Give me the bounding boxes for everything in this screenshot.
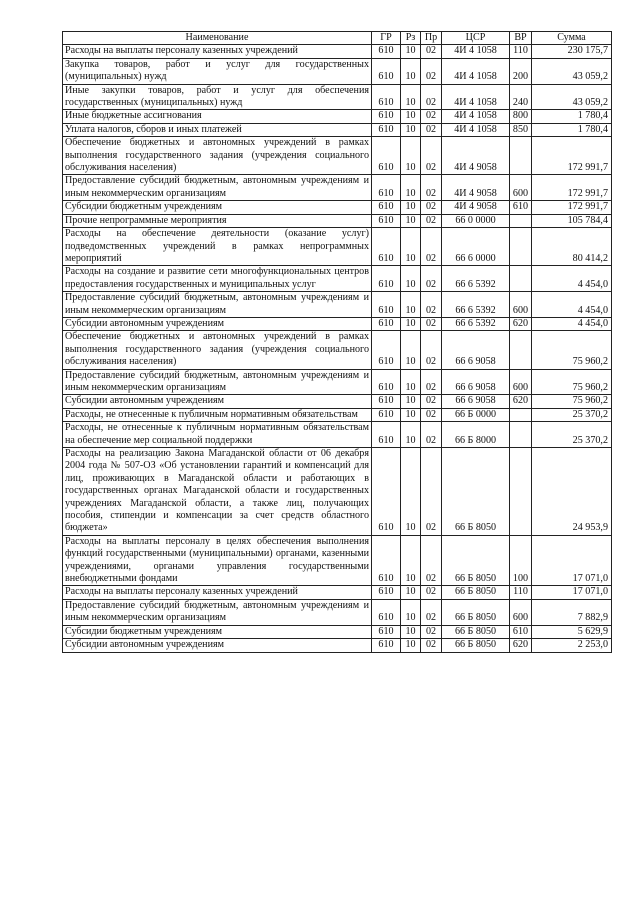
row-sum: 17 071,0 bbox=[532, 535, 612, 586]
row-rz: 10 bbox=[401, 395, 421, 408]
row-rz: 10 bbox=[401, 448, 421, 536]
row-rz: 10 bbox=[401, 84, 421, 110]
row-name: Иные бюджетные ассигнования bbox=[63, 110, 372, 123]
row-pr: 02 bbox=[421, 639, 442, 652]
row-name: Предоставление субсидий бюджетным, автономным учреждениям и иным некоммерческим организациям bbox=[63, 369, 372, 395]
row-pr: 02 bbox=[421, 58, 442, 84]
table-body bbox=[63, 45, 612, 652]
table-row bbox=[63, 448, 612, 536]
table-row bbox=[63, 175, 612, 201]
row-sum: 1 780,4 bbox=[532, 123, 612, 136]
row-rz: 10 bbox=[401, 123, 421, 136]
row-gr: 610 bbox=[372, 175, 401, 201]
row-sum: 75 960,2 bbox=[532, 331, 612, 369]
row-gr: 610 bbox=[372, 45, 401, 58]
row-rz: 10 bbox=[401, 331, 421, 369]
row-gr: 610 bbox=[372, 422, 401, 448]
row-gr: 610 bbox=[372, 317, 401, 330]
row-gr: 610 bbox=[372, 228, 401, 266]
row-sum: 43 059,2 bbox=[532, 84, 612, 110]
row-rz: 10 bbox=[401, 58, 421, 84]
row-pr: 02 bbox=[421, 448, 442, 536]
table-row bbox=[63, 639, 612, 652]
row-rz: 10 bbox=[401, 535, 421, 586]
row-gr: 610 bbox=[372, 266, 401, 292]
row-sum: 24 953,9 bbox=[532, 448, 612, 536]
row-csr: 66 Б 8050 bbox=[442, 448, 510, 536]
row-vr bbox=[510, 422, 532, 448]
row-vr bbox=[510, 266, 532, 292]
row-name: Расходы на реализацию Закона Магаданской области от 06 декабря 2004 года № 507-ОЗ «Об установлении гарантий и компенсаций для лиц, проживающих в Магаданской области и работающих в государственных органах Магаданской области и государственных учреждениях Магаданской области, а также лиц, получающих пособия, стипендии и компенсации за счет средств областного бюджета» bbox=[63, 448, 372, 536]
row-gr: 610 bbox=[372, 639, 401, 652]
row-vr bbox=[510, 331, 532, 369]
table-row bbox=[63, 408, 612, 421]
row-vr: 600 bbox=[510, 292, 532, 318]
row-gr: 610 bbox=[372, 110, 401, 123]
table-row bbox=[63, 266, 612, 292]
table-row bbox=[63, 201, 612, 214]
row-csr: 66 6 0000 bbox=[442, 228, 510, 266]
row-sum: 5 629,9 bbox=[532, 625, 612, 638]
row-csr: 66 6 5392 bbox=[442, 266, 510, 292]
row-pr: 02 bbox=[421, 228, 442, 266]
row-rz: 10 bbox=[401, 110, 421, 123]
row-name: Расходы на выплаты персоналу казенных учреждений bbox=[63, 586, 372, 599]
row-csr: 4И 4 1058 bbox=[442, 58, 510, 84]
row-pr: 02 bbox=[421, 110, 442, 123]
row-csr: 66 6 5392 bbox=[442, 317, 510, 330]
row-name: Расходы на обеспечение деятельности (оказание услуг) подведомственных учреждений в рамках непрограммных мероприятий bbox=[63, 228, 372, 266]
row-pr: 02 bbox=[421, 123, 442, 136]
row-name: Расходы, не отнесенные к публичным нормативным обязательствам на обеспечение мер социальной поддержки bbox=[63, 422, 372, 448]
row-gr: 610 bbox=[372, 214, 401, 227]
row-sum: 80 414,2 bbox=[532, 228, 612, 266]
row-vr: 800 bbox=[510, 110, 532, 123]
row-gr: 610 bbox=[372, 292, 401, 318]
row-vr: 200 bbox=[510, 58, 532, 84]
row-pr: 02 bbox=[421, 137, 442, 175]
table-row bbox=[63, 137, 612, 175]
row-name: Закупка товаров, работ и услуг для государственных (муниципальных) нужд bbox=[63, 58, 372, 84]
table-row bbox=[63, 586, 612, 599]
row-gr: 610 bbox=[372, 535, 401, 586]
table-row bbox=[63, 58, 612, 84]
row-gr: 610 bbox=[372, 331, 401, 369]
row-rz: 10 bbox=[401, 228, 421, 266]
row-sum: 2 253,0 bbox=[532, 639, 612, 652]
row-name: Расходы на создание и развитие сети многофункциональных центров предоставления государственных и муниципальных услуг bbox=[63, 266, 372, 292]
row-csr: 4И 4 1058 bbox=[442, 45, 510, 58]
row-pr: 02 bbox=[421, 266, 442, 292]
row-name: Обеспечение бюджетных и автономных учреждений в рамках выполнения государственного задания (учреждения социального обслуживания населения) bbox=[63, 137, 372, 175]
row-csr: 66 6 9058 bbox=[442, 369, 510, 395]
row-rz: 10 bbox=[401, 639, 421, 652]
row-sum: 4 454,0 bbox=[532, 292, 612, 318]
row-csr: 66 Б 8050 bbox=[442, 639, 510, 652]
row-name: Предоставление субсидий бюджетным, автономным учреждениям и иным некоммерческим организациям bbox=[63, 292, 372, 318]
row-rz: 10 bbox=[401, 214, 421, 227]
table-row bbox=[63, 625, 612, 638]
row-name: Предоставление субсидий бюджетным, автономным учреждениям и иным некоммерческим организациям bbox=[63, 175, 372, 201]
table-row bbox=[63, 45, 612, 58]
row-csr: 66 Б 8000 bbox=[442, 422, 510, 448]
row-sum: 17 071,0 bbox=[532, 586, 612, 599]
row-rz: 10 bbox=[401, 292, 421, 318]
row-rz: 10 bbox=[401, 586, 421, 599]
row-pr: 02 bbox=[421, 317, 442, 330]
row-sum: 4 454,0 bbox=[532, 317, 612, 330]
row-sum: 4 454,0 bbox=[532, 266, 612, 292]
row-pr: 02 bbox=[421, 201, 442, 214]
row-pr: 02 bbox=[421, 599, 442, 625]
row-csr: 66 Б 0000 bbox=[442, 408, 510, 421]
table-row bbox=[63, 422, 612, 448]
row-gr: 610 bbox=[372, 369, 401, 395]
row-name: Прочие непрограммные мероприятия bbox=[63, 214, 372, 227]
header-rz: Рз bbox=[401, 32, 421, 45]
row-vr: 110 bbox=[510, 45, 532, 58]
row-name: Предоставление субсидий бюджетным, автономным учреждениям и иным некоммерческим организациям bbox=[63, 599, 372, 625]
row-gr: 610 bbox=[372, 586, 401, 599]
row-sum: 75 960,2 bbox=[532, 369, 612, 395]
row-sum: 1 780,4 bbox=[532, 110, 612, 123]
row-gr: 610 bbox=[372, 625, 401, 638]
row-rz: 10 bbox=[401, 408, 421, 421]
row-rz: 10 bbox=[401, 369, 421, 395]
row-vr: 620 bbox=[510, 317, 532, 330]
row-gr: 610 bbox=[372, 123, 401, 136]
row-rz: 10 bbox=[401, 175, 421, 201]
row-sum: 25 370,2 bbox=[532, 422, 612, 448]
row-pr: 02 bbox=[421, 535, 442, 586]
row-gr: 610 bbox=[372, 408, 401, 421]
row-rz: 10 bbox=[401, 317, 421, 330]
row-sum: 75 960,2 bbox=[532, 395, 612, 408]
table-row bbox=[63, 317, 612, 330]
row-sum: 230 175,7 bbox=[532, 45, 612, 58]
row-pr: 02 bbox=[421, 369, 442, 395]
row-pr: 02 bbox=[421, 586, 442, 599]
row-vr bbox=[510, 137, 532, 175]
row-csr: 4И 4 1058 bbox=[442, 123, 510, 136]
row-name: Иные закупки товаров, работ и услуг для обеспечения государственных (муниципальных) нужд bbox=[63, 84, 372, 110]
row-gr: 610 bbox=[372, 201, 401, 214]
row-rz: 10 bbox=[401, 266, 421, 292]
row-name: Обеспечение бюджетных и автономных учреждений в рамках выполнения государственного задания (учреждения социального обслуживания населения) bbox=[63, 331, 372, 369]
table-row bbox=[63, 535, 612, 586]
row-vr bbox=[510, 408, 532, 421]
row-rz: 10 bbox=[401, 137, 421, 175]
row-rz: 10 bbox=[401, 422, 421, 448]
row-vr bbox=[510, 214, 532, 227]
row-name: Расходы на выплаты персоналу казенных учреждений bbox=[63, 45, 372, 58]
row-name: Субсидии бюджетным учреждениям bbox=[63, 625, 372, 638]
row-sum: 172 991,7 bbox=[532, 137, 612, 175]
row-rz: 10 bbox=[401, 45, 421, 58]
row-vr: 610 bbox=[510, 201, 532, 214]
row-pr: 02 bbox=[421, 45, 442, 58]
row-rz: 10 bbox=[401, 625, 421, 638]
table-row bbox=[63, 123, 612, 136]
row-gr: 610 bbox=[372, 448, 401, 536]
table-row bbox=[63, 84, 612, 110]
row-gr: 610 bbox=[372, 137, 401, 175]
row-csr: 66 6 9058 bbox=[442, 331, 510, 369]
row-rz: 10 bbox=[401, 201, 421, 214]
row-pr: 02 bbox=[421, 214, 442, 227]
row-name: Субсидии автономным учреждениям bbox=[63, 639, 372, 652]
row-vr: 600 bbox=[510, 369, 532, 395]
row-gr: 610 bbox=[372, 395, 401, 408]
row-csr: 66 6 9058 bbox=[442, 395, 510, 408]
row-csr: 4И 4 1058 bbox=[442, 110, 510, 123]
row-pr: 02 bbox=[421, 331, 442, 369]
row-pr: 02 bbox=[421, 292, 442, 318]
row-vr bbox=[510, 228, 532, 266]
header-vr: ВР bbox=[510, 32, 532, 45]
row-csr: 66 Б 8050 bbox=[442, 586, 510, 599]
header-sum: Сумма bbox=[532, 32, 612, 45]
row-csr: 66 Б 8050 bbox=[442, 535, 510, 586]
row-rz: 10 bbox=[401, 599, 421, 625]
row-pr: 02 bbox=[421, 395, 442, 408]
table-row bbox=[63, 214, 612, 227]
table-row bbox=[63, 228, 612, 266]
row-pr: 02 bbox=[421, 408, 442, 421]
row-sum: 172 991,7 bbox=[532, 201, 612, 214]
row-name: Субсидии автономным учреждениям bbox=[63, 317, 372, 330]
row-csr: 4И 4 9058 bbox=[442, 137, 510, 175]
table-row bbox=[63, 331, 612, 369]
row-name: Расходы, не отнесенные к публичным нормативным обязательствам bbox=[63, 408, 372, 421]
row-sum: 25 370,2 bbox=[532, 408, 612, 421]
row-vr: 100 bbox=[510, 535, 532, 586]
row-sum: 105 784,4 bbox=[532, 214, 612, 227]
row-pr: 02 bbox=[421, 625, 442, 638]
row-csr: 66 6 5392 bbox=[442, 292, 510, 318]
row-name: Субсидии бюджетным учреждениям bbox=[63, 201, 372, 214]
table-row bbox=[63, 599, 612, 625]
row-vr bbox=[510, 448, 532, 536]
row-sum: 43 059,2 bbox=[532, 58, 612, 84]
row-csr: 4И 4 9058 bbox=[442, 175, 510, 201]
row-vr: 110 bbox=[510, 586, 532, 599]
table-row bbox=[63, 292, 612, 318]
row-csr: 4И 4 1058 bbox=[442, 84, 510, 110]
row-pr: 02 bbox=[421, 175, 442, 201]
row-name: Субсидии автономным учреждениям bbox=[63, 395, 372, 408]
row-gr: 610 bbox=[372, 58, 401, 84]
table-row bbox=[63, 369, 612, 395]
row-csr: 4И 4 9058 bbox=[442, 201, 510, 214]
row-name: Расходы на выплаты персоналу в целях обеспечения выполнения функций государственными (муниципальными) органами, казенными учреждениями, органами управления государственными внебюджетными фондами bbox=[63, 535, 372, 586]
budget-table-page bbox=[62, 31, 611, 653]
row-gr: 610 bbox=[372, 84, 401, 110]
row-vr: 850 bbox=[510, 123, 532, 136]
table-header-row bbox=[63, 32, 612, 45]
header-name: Наименование bbox=[63, 32, 372, 45]
row-vr: 600 bbox=[510, 599, 532, 625]
table-row bbox=[63, 110, 612, 123]
row-vr: 620 bbox=[510, 395, 532, 408]
row-pr: 02 bbox=[421, 84, 442, 110]
row-vr: 610 bbox=[510, 625, 532, 638]
row-csr: 66 Б 8050 bbox=[442, 599, 510, 625]
header-pr: Пр bbox=[421, 32, 442, 45]
row-csr: 66 Б 8050 bbox=[442, 625, 510, 638]
table-row bbox=[63, 395, 612, 408]
row-vr: 600 bbox=[510, 175, 532, 201]
row-csr: 66 0 0000 bbox=[442, 214, 510, 227]
row-vr: 240 bbox=[510, 84, 532, 110]
row-sum: 7 882,9 bbox=[532, 599, 612, 625]
row-name: Уплата налогов, сборов и иных платежей bbox=[63, 123, 372, 136]
row-sum: 172 991,7 bbox=[532, 175, 612, 201]
row-pr: 02 bbox=[421, 422, 442, 448]
row-gr: 610 bbox=[372, 599, 401, 625]
header-gr: ГР bbox=[372, 32, 401, 45]
row-vr: 620 bbox=[510, 639, 532, 652]
budget-table bbox=[62, 31, 612, 653]
header-csr: ЦСР bbox=[442, 32, 510, 45]
